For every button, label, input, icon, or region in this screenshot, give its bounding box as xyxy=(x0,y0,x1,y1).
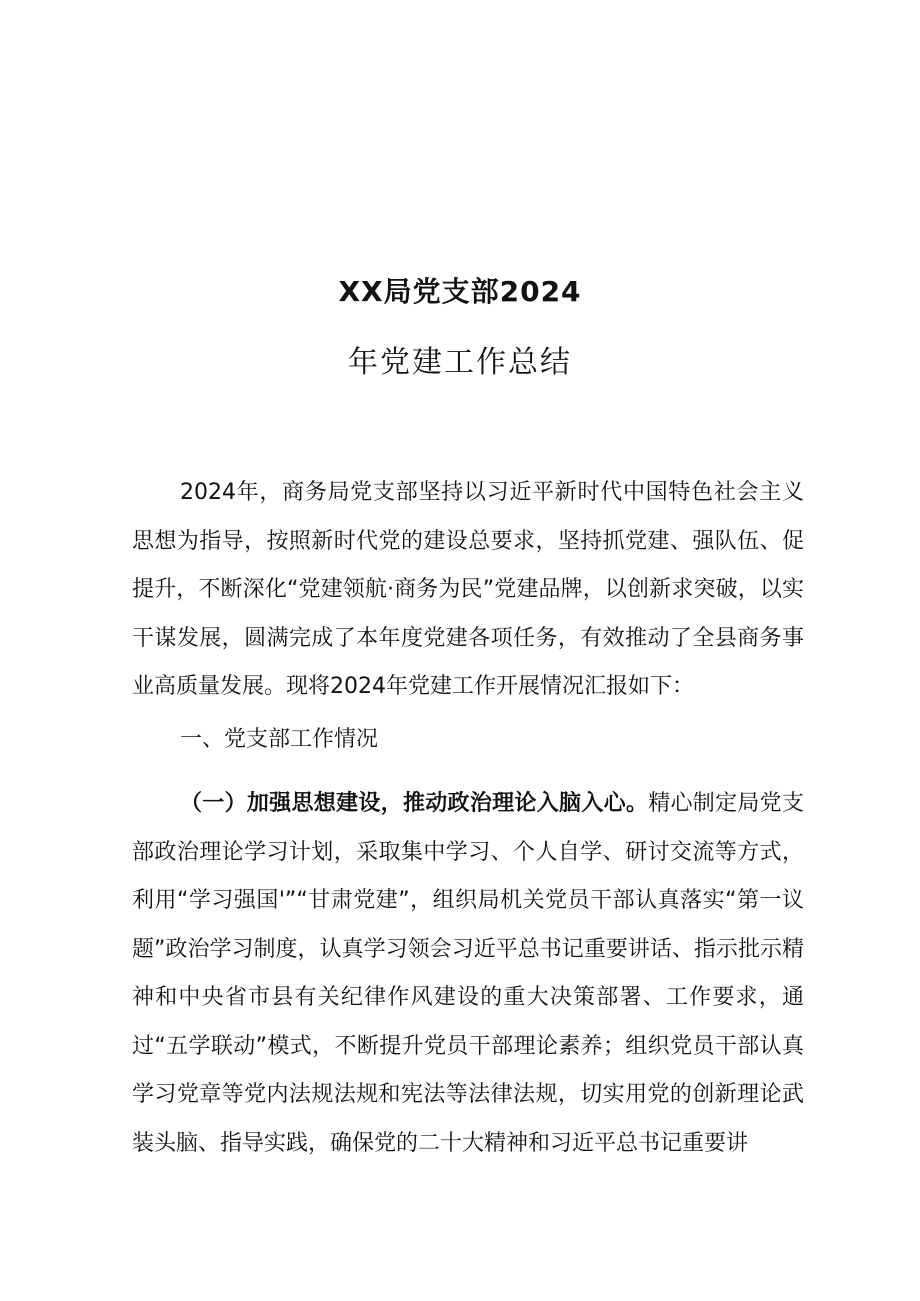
subsection-title: （一）加强思想建设，推动政治理论入脑入心。 xyxy=(180,791,649,816)
section-heading: 一、党支部工作情况 xyxy=(180,726,379,752)
subsection-paragraph xyxy=(132,780,804,1168)
document-body xyxy=(132,469,804,1168)
subsection-text: 精心制定局党支部政治理论学习计划，采取集中学习、个人自学、研讨交流等方式，利用“学习强国'”“甘肃党建”，组织局机关党员干部认真落实“第一议题”政治学习制度，认真学习领会习近平总书记重要讲话、指示批示精神和中央省市县有关纪律作风建设的重大决策部署、工作要求，通过“五学联动”模式，不断提升党员干部理论素养；组织党员干部认真学习党章等党内法规法规和宪法等法律法规，切实用党的创新理论武装头脑、指导实践，确保党的二十大精神和习近平总书记重要讲 xyxy=(132,791,804,1156)
document-title-line1: XX局党支部2024 xyxy=(338,275,582,308)
document-title-line2: 年党建工作总结 xyxy=(348,345,572,380)
intro-paragraph: 2024年，商务局党支部坚持以习近平新时代中国特色社会主义思想为指导，按照新时代党的建设总要求，坚持抓党建、强队伍、促提升，不断深化“党建领航·商务为民”党建品牌，以创新求突破，以实干谋发展，圆满完成了本年度党建各项任务，有效推动了全县商务事业高质量发展。现将2024年党建工作开展情况汇报如下： xyxy=(132,480,804,699)
